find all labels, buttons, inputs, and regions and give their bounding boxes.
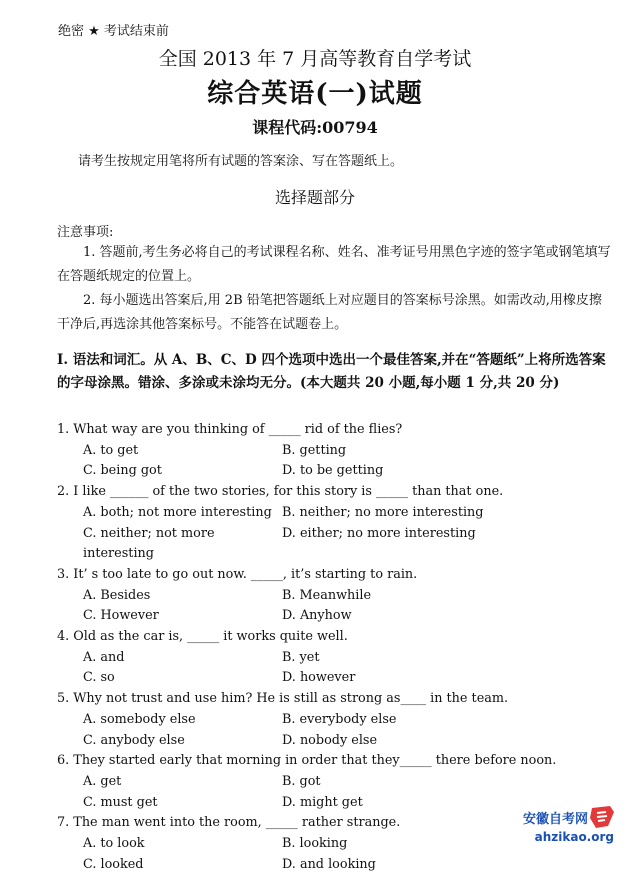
option-d: D. however [282, 670, 356, 686]
option-a: A. somebody else [83, 711, 196, 727]
option-c: C. anybody else [83, 732, 185, 748]
option-d: D. either; no more interesting [282, 525, 476, 541]
watermark-brand: 安徽自考网 [522, 812, 588, 827]
subject-title: 综合英语(一)试题 [207, 79, 423, 109]
question-stem: 5. Why not trust and use him? He is still as strong as____ in the team. [57, 691, 509, 707]
exam-title: 全国 2013 年 7 月高等教育自学考试 [158, 48, 472, 70]
question-stem: 4. Old as the car is, _____ it works quite well. [57, 629, 348, 645]
option-b: B. got [282, 773, 321, 789]
option-b: B. yet [282, 649, 320, 665]
option-b: B. looking [282, 836, 348, 852]
options [57, 503, 613, 565]
option-b: B. Meanwhile [282, 587, 372, 603]
notice-item-1: 1. 答题前,考生务必将自己的考试课程名称、姓名、准考证号用黑色字迹的签字笔或钢笔填写在答题纸规定的位置上。 [57, 245, 611, 284]
confidential-label: 绝密 ★ 考试结束前 [58, 24, 169, 39]
question-stem: 2. I like ______ of the two stories, for this story is _____ than that one. [57, 484, 504, 500]
option-b: B. everybody else [282, 711, 397, 727]
question-stem: 6. They started early that morning in order that they_____ there before noon. [57, 753, 557, 769]
question [57, 565, 613, 627]
logo-icon [588, 804, 616, 830]
option-d: D. nobody else [282, 732, 378, 748]
option-a: A. Besides [83, 587, 151, 603]
option-c: C. so [83, 670, 115, 686]
site-watermark [506, 804, 616, 852]
course-code: 课程代码:00794 [252, 118, 378, 137]
question-stem: 1. What way are you thinking of _____ rid of the flies? [57, 422, 403, 437]
option-b: B. neither; no more interesting [282, 504, 484, 520]
watermark-url: ahzikao.org [534, 830, 614, 844]
option-b: B. getting [282, 442, 347, 458]
options [57, 441, 613, 482]
question [57, 482, 613, 565]
option-a: A. both; not more interesting [83, 504, 272, 520]
option-c: C. neither; not more interesting [83, 525, 215, 562]
part-instruction: Ⅰ. 语法和词汇。从 A、B、C、D 四个选项中选出一个最佳答案,并在“答题纸”上将所选答案的字母涂黑。错涂、多涂或未涂均无分。(本大题共 20 小题,每小题 1 分,共 20 分) [57, 352, 606, 391]
section-title: 选择题部分 [274, 188, 355, 207]
question-stem: 7. The man went into the room, _____ rather strange. [57, 815, 401, 831]
option-d: D. to be getting [282, 463, 384, 479]
options [57, 710, 613, 751]
option-d: D. and looking [282, 856, 376, 872]
option-a: A. to look [83, 836, 145, 852]
answer-instruction: 请考生按规定用笔将所有试题的答案涂、写在答题纸上。 [78, 154, 404, 169]
question [57, 420, 613, 482]
option-d: D. Anyhow [282, 608, 352, 624]
option-c: C. must get [83, 794, 158, 810]
option-c: C. However [83, 608, 159, 624]
option-c: C. looked [83, 856, 144, 872]
option-d: D. might get [282, 794, 363, 810]
option-a: A. and [83, 649, 125, 665]
options [57, 586, 613, 627]
option-c: C. being got [83, 463, 162, 479]
options [57, 648, 613, 689]
question [57, 627, 613, 689]
question-stem: 3. It’ s too late to go out now. _____, it’s starting to rain. [57, 566, 418, 582]
option-a: A. get [83, 773, 122, 789]
question [57, 689, 613, 751]
notice-heading: 注意事项: [57, 225, 114, 240]
notice-item-2: 2. 每小题选出答案后,用 2B 铅笔把答题纸上对应题目的答案标号涂黑。如需改动,用橡皮擦干净后,再选涂其他答案标号。不能答在试题卷上。 [57, 293, 602, 332]
option-a: A. to get [83, 442, 139, 458]
